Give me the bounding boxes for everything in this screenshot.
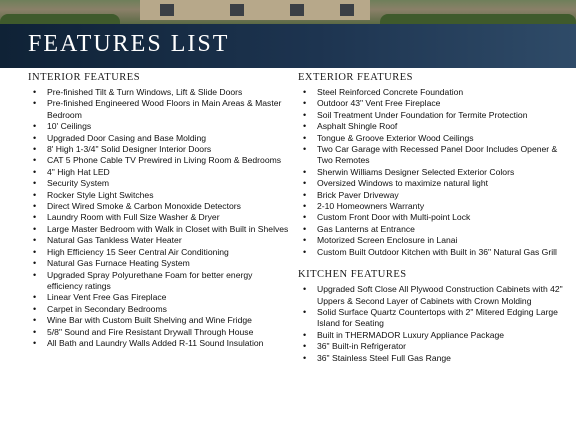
list-item: • Custom Built Outdoor Kitchen with Built in 36" Natural Gas Grill (298, 247, 570, 258)
list-item: • Steel Reinforced Concrete Foundation (298, 87, 570, 98)
interior-section-title: INTERIOR FEATURES (28, 72, 141, 83)
window (290, 4, 304, 16)
shrub (0, 14, 120, 24)
list-item: • Large Master Bedroom with Walk in Closet with Built in Shelves (28, 224, 290, 235)
interior-feature-list (28, 87, 290, 349)
list-item: • Two Car Garage with Recessed Panel Door Includes Opener & Two Remotes (298, 144, 570, 167)
list-item: • 5/8" Sound and Fire Resistant Drywall Through House (28, 327, 290, 338)
list-item: • Asphalt Shingle Roof (298, 121, 570, 132)
list-item: • Security System (28, 178, 290, 189)
list-item: • 8' High 1-3/4" Solid Designer Interior Doors (28, 144, 290, 155)
list-item: • Solid Surface Quartz Countertops with 2" Mitered Edging Large Island for Seating (298, 307, 570, 330)
house-facade (140, 0, 370, 20)
list-item: • Built in THERMADOR Luxury Appliance Package (298, 330, 570, 341)
list-item: • Soil Treatment Under Foundation for Termite Protection (298, 110, 570, 121)
kitchen-section-title: KITCHEN FEATURES (298, 269, 407, 281)
list-item: • Wine Bar with Custom Built Shelving and Wine Fridge (28, 315, 290, 326)
interior-column (28, 72, 290, 349)
shrub (380, 14, 576, 24)
list-item: • Upgraded Spray Polyurethane Foam for better energy efficiency ratings (28, 270, 290, 293)
list-item: • High Efficiency 15 Seer Central Air Conditioning (28, 247, 290, 258)
list-item: • Pre-finished Engineered Wood Floors in Main Areas & Master Bedroom (28, 98, 290, 121)
list-item: • Natural Gas Furnace Heating System (28, 258, 290, 269)
list-item: • Tongue & Groove Exterior Wood Ceilings (298, 133, 570, 144)
list-item: • Sherwin Williams Designer Selected Exterior Colors (298, 167, 570, 178)
list-item: • Brick Paver Driveway (298, 190, 570, 201)
features-banner (0, 24, 576, 68)
kitchen-feature-list (298, 284, 570, 364)
list-item: • Linear Vent Free Gas Fireplace (28, 292, 290, 303)
list-item: • 36" Built-in Refrigerator (298, 341, 570, 352)
list-item: • 10' Ceilings (28, 121, 290, 132)
list-item: • Direct Wired Smoke & Carbon Monoxide Detectors (28, 201, 290, 212)
exterior-feature-list (298, 87, 570, 258)
list-item: • Oversized Windows to maximize natural light (298, 178, 570, 189)
list-item: • Outdoor 43" Vent Free Fireplace (298, 98, 570, 109)
window (230, 4, 244, 16)
list-item: • All Bath and Laundry Walls Added R-11 Sound Insulation (28, 338, 290, 349)
list-item: • Natural Gas Tankless Water Heater (28, 235, 290, 246)
list-item: • Upgraded Door Casing and Base Molding (28, 133, 290, 144)
page-title: FEATURES LIST (28, 31, 230, 57)
window (160, 4, 174, 16)
list-item: • Laundry Room with Full Size Washer & Dryer (28, 212, 290, 223)
list-item: • Custom Front Door with Multi-point Lock (298, 212, 570, 223)
exterior-section-title: EXTERIOR FEATURES (298, 72, 413, 83)
list-item: • Pre-finished Tilt & Turn Windows, Lift & Slide Doors (28, 87, 290, 98)
list-item: • Rocker Style Light Switches (28, 190, 290, 201)
list-item: • Carpet in Secondary Bedrooms (28, 304, 290, 315)
list-item: • 4" High Hat LED (28, 167, 290, 178)
list-item: • Motorized Screen Enclosure in Lanai (298, 235, 570, 246)
list-item: • 36" Stainless Steel Full Gas Range (298, 353, 570, 364)
list-item: • Upgraded Soft Close All Plywood Construction Cabinets with 42" Uppers & Second Layer of Cabinets with Crown Molding (298, 284, 570, 307)
house-photo (0, 0, 576, 24)
list-item: • Gas Lanterns at Entrance (298, 224, 570, 235)
window (340, 4, 354, 16)
list-item: • 2-10 Homeowners Warranty (298, 201, 570, 212)
list-item: • CAT 5 Phone Cable TV Prewired in Living Room & Bedrooms (28, 155, 290, 166)
exterior-kitchen-column (298, 72, 570, 364)
